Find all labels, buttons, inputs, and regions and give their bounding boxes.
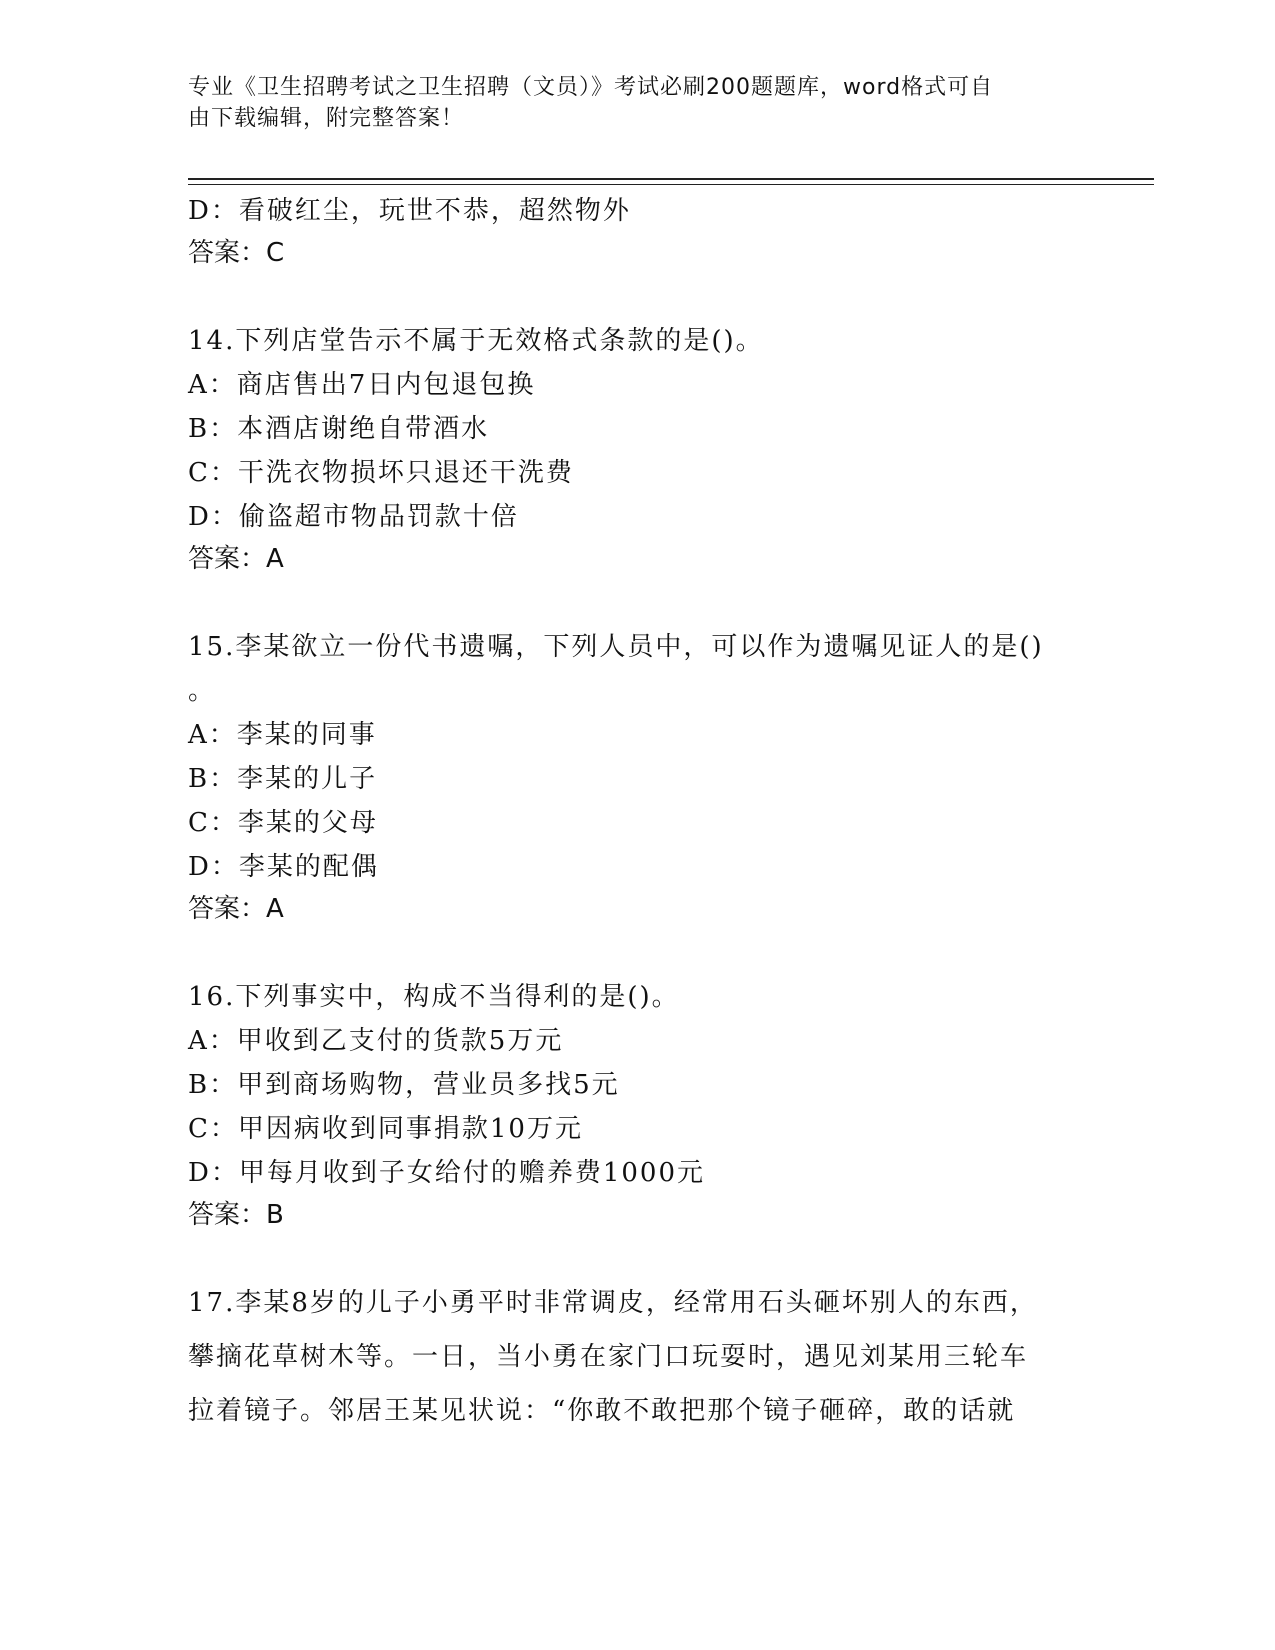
- q14-option-d: D：偷盗超市物品罚款十倍: [188, 502, 519, 532]
- q16-stem: 16.下列事实中，构成不当得利的是()。: [188, 982, 680, 1012]
- q15-option-a: A：李某的同事: [188, 720, 377, 750]
- q14-answer: 答案：A: [188, 544, 284, 574]
- document-header: [188, 72, 1068, 134]
- header-divider-thin: [188, 184, 1154, 185]
- q15-answer: 答案：A: [188, 894, 284, 924]
- q13-answer: 答案：C: [188, 238, 285, 268]
- q14-option-a: A：商店售出7日内包退包换: [188, 370, 536, 400]
- header-line-2: 由下载编辑，附完整答案！: [188, 106, 465, 131]
- q17-stem-line-2: 攀摘花草树木等。一日，当小勇在家门口玩耍时，遇见刘某用三轮车: [188, 1342, 1029, 1372]
- q16-option-d: D：甲每月收到子女给付的赡养费1000元: [188, 1158, 706, 1188]
- q16-option-c: C：甲因病收到同事捐款10万元: [188, 1114, 583, 1144]
- q15-option-c: C：李某的父母: [188, 808, 378, 838]
- header-divider-thick: [188, 178, 1154, 180]
- q15-stem-line-2: 。: [188, 676, 217, 706]
- q16-option-a: A：甲收到乙支付的货款5万元: [188, 1026, 564, 1056]
- q16-answer: 答案：B: [188, 1200, 284, 1230]
- q15-stem-line-1: 15.李某欲立一份代书遗嘱，下列人员中，可以作为遗嘱见证人的是(): [188, 632, 1044, 662]
- q15-option-d: D：李某的配偶: [188, 852, 379, 882]
- q17-stem-line-1: 17.李某8岁的儿子小勇平时非常调皮，经常用石头砸坏别人的东西，: [188, 1288, 1038, 1318]
- q14-stem: 14.下列店堂告示不属于无效格式条款的是()。: [188, 326, 764, 356]
- q14-option-c: C：干洗衣物损坏只退还干洗费: [188, 458, 574, 488]
- q16-option-b: B：甲到商场购物，营业员多找5元: [188, 1070, 620, 1100]
- q15-option-b: B：李某的儿子: [188, 764, 378, 794]
- q14-option-b: B：本酒店谢绝自带酒水: [188, 414, 490, 444]
- q13-option-d: D：看破红尘，玩世不恭，超然物外: [188, 196, 631, 226]
- header-line-1: 专业《卫生招聘考试之卫生招聘（文员）》考试必刷200题题库，word格式可自: [188, 75, 994, 100]
- q17-stem-line-3: 拉着镜子。邻居王某见状说：“你敢不敢把那个镜子砸碎，敢的话就: [188, 1396, 1016, 1426]
